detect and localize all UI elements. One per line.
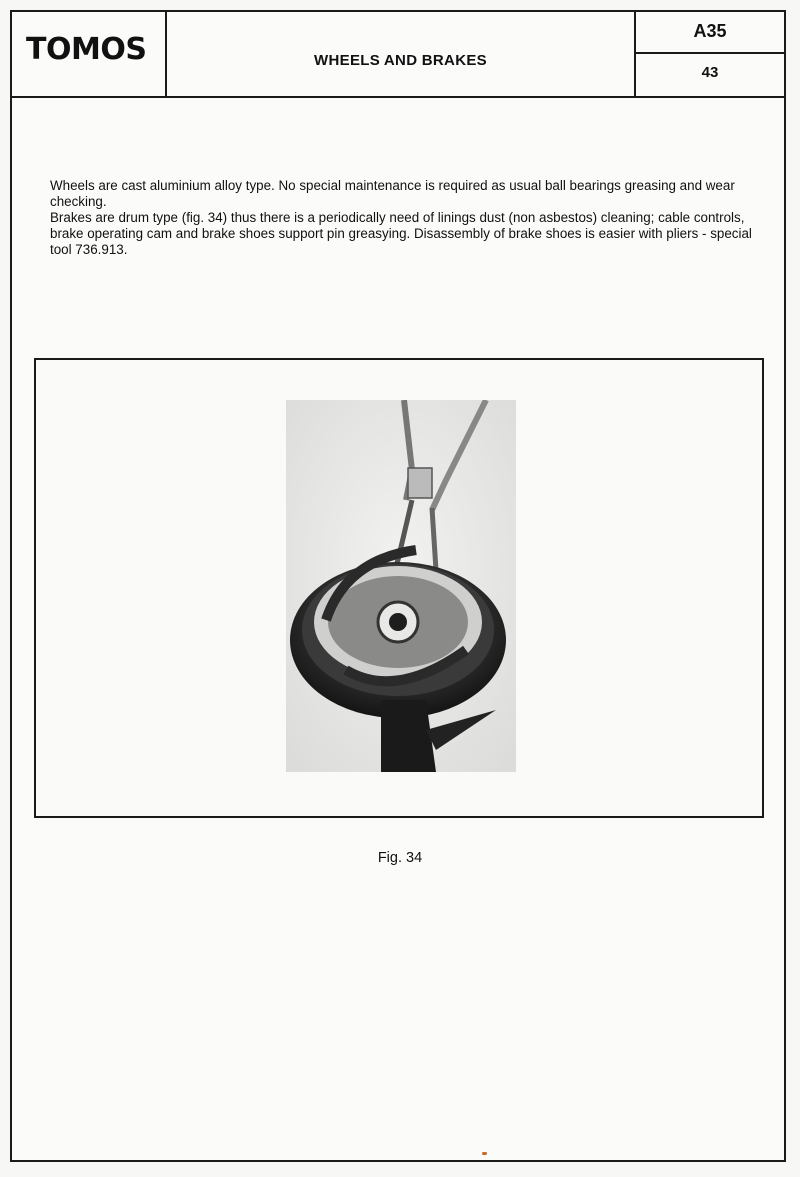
code-box bbox=[636, 12, 784, 54]
page-number: 43 bbox=[701, 64, 719, 81]
brake-drum-photo bbox=[286, 400, 516, 772]
code-cell bbox=[636, 12, 784, 96]
title-cell bbox=[167, 12, 636, 96]
paper-mark bbox=[482, 1152, 487, 1155]
paragraph-brakes: Brakes are drum type (fig. 34) thus there is a periodically need of linings dust (non asbestos) cleaning; cable controls, brake operating cam and brake shoes support pin greasying. Disassembly of brake shoes is easier with pliers - special tool 736.913. bbox=[50, 210, 752, 257]
tomos-logo: TOMOS bbox=[26, 32, 147, 67]
page-frame bbox=[10, 10, 786, 1162]
page-header bbox=[12, 12, 784, 98]
body-text bbox=[50, 178, 762, 258]
figure-frame bbox=[34, 358, 764, 818]
logo-cell bbox=[12, 12, 167, 96]
section-title: WHEELS AND BRAKES bbox=[314, 52, 487, 69]
section-code: A35 bbox=[693, 21, 727, 41]
paragraph-wheels: Wheels are cast aluminium alloy type. No special maintenance is required as usual ball bearings greasing and wear checking. bbox=[50, 178, 735, 209]
figure-caption: Fig. 34 bbox=[377, 850, 423, 866]
